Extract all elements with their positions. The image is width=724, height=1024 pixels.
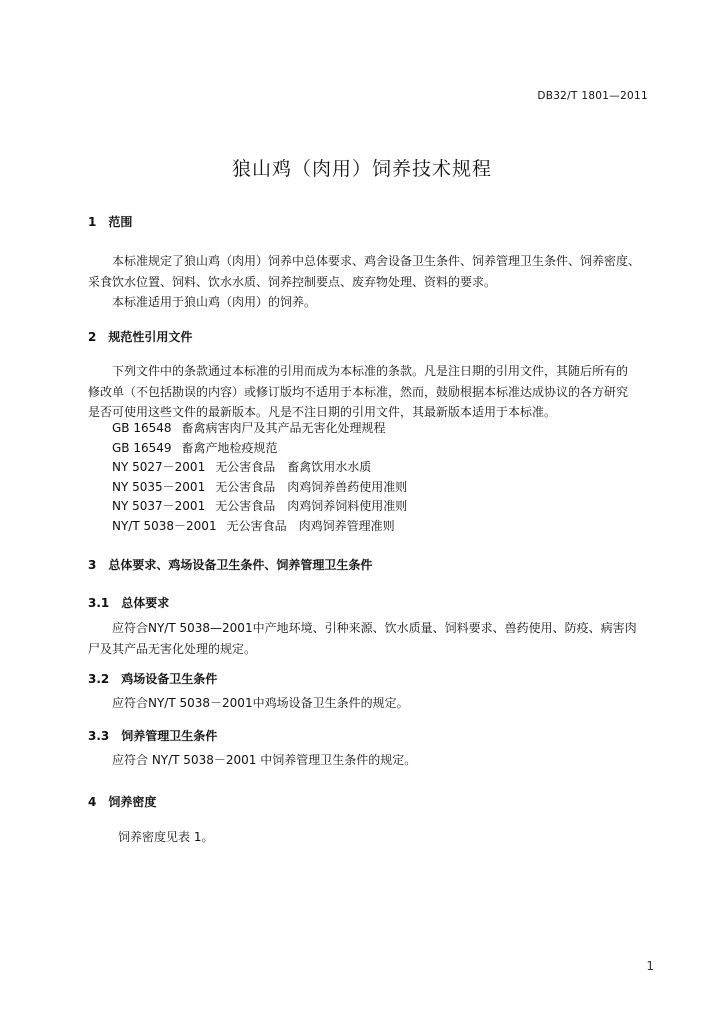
reference-item: [112, 478, 407, 498]
reference-item: [112, 517, 407, 537]
section-2-intro: [88, 361, 658, 423]
reference-code: NY 5027－2001: [112, 460, 206, 475]
section-4-text: 饲养密度见表 1。: [118, 830, 214, 844]
document-title: 狼山鸡（肉用）饲养技术规程: [231, 158, 492, 180]
reference-item: [112, 497, 407, 517]
reference-code: GB 16549: [112, 440, 172, 455]
section-2-intro-line1: 下列文件中的条款通过本标准的引用而成为本标准的条款。凡是注日期的引用文件，其随后所有的: [112, 364, 629, 378]
reference-code: NY 5037－2001: [112, 499, 206, 514]
reference-title: 无公害食品 肉鸡饲养兽药使用准则: [215, 479, 408, 494]
reference-code: NY 5035－2001: [112, 479, 206, 494]
reference-title: 无公害食品 肉鸡饲养管理准则: [226, 518, 395, 533]
section-3-3-text: 应符合 NY/T 5038－2001 中饲养管理卫生条件的规定。: [112, 753, 417, 767]
section-1-heading: 1 范围: [88, 215, 133, 229]
section-3-2-paragraph: [88, 693, 658, 714]
section-3-2-text: 应符合NY/T 5038－2001中鸡场设备卫生条件的规定。: [112, 696, 409, 710]
section-3-heading: 3 总体要求、鸡场设备卫生条件、饲养管理卫生条件: [88, 558, 373, 572]
section-1-p1-line2: 采食饮水位置、饲料、饮水水质、饲养控制要点、废弃物处理、资料的要求。: [88, 274, 497, 289]
section-2-intro-line2: 修改单（不包括勘误的内容）或修订版均不适用于本标准，然而，鼓励根据本标准达成协议的各方研究: [88, 384, 629, 399]
reference-list: [112, 419, 407, 537]
section-2-intro-line3: 是否可使用这些文件的最新版本。凡是不注日期的引用文件，其最新版本适用于本标准。: [88, 405, 557, 419]
section-3-1-paragraph: [88, 618, 658, 659]
section-3-1-line1: 应符合NY/T 5038—2001中产地环境、引种来源、饮水质量、饲料要求、兽药使用、防疫、病害肉: [112, 621, 637, 635]
section-3-3-paragraph: [88, 750, 658, 771]
section-1-paragraph: [88, 251, 658, 313]
section-2-heading: 2 规范性引用文件: [88, 330, 193, 344]
reference-item: [112, 419, 407, 439]
reference-item: [112, 458, 407, 478]
section-3-2-heading: 3.2 鸡场设备卫生条件: [88, 672, 218, 686]
page-number: 1: [646, 959, 654, 973]
reference-title: 畜禽病害肉尸及其产品无害化处理规程: [181, 421, 386, 435]
reference-title: 无公害食品 畜禽饮用水水质: [215, 460, 372, 475]
section-3-1-heading: 3.1 总体要求: [88, 596, 170, 610]
section-1-p2: 本标准适用于狼山鸡（肉用）的饲养。: [112, 295, 317, 309]
reference-title: 无公害食品 肉鸡饲养饲料使用准则: [215, 499, 408, 514]
reference-code: NY/T 5038－2001: [112, 518, 217, 533]
reference-title: 畜禽产地检疫规范: [181, 440, 278, 455]
section-1-p1-line1: 本标准规定了狼山鸡（肉用）饲养中总体要求、鸡舍设备卫生条件、饲养管理卫生条件、饲养密度、: [112, 254, 641, 268]
section-3-1-line2: 尸及其产品无害化处理的规定。: [88, 641, 257, 656]
standard-code: DB32/T 1801—2011: [537, 90, 648, 102]
reference-item: [112, 439, 407, 459]
section-4-paragraph: [88, 827, 658, 848]
section-3-3-heading: 3.3 饲养管理卫生条件: [88, 729, 218, 743]
reference-code: GB 16548: [112, 421, 172, 435]
section-4-heading: 4 饲养密度: [88, 795, 157, 809]
